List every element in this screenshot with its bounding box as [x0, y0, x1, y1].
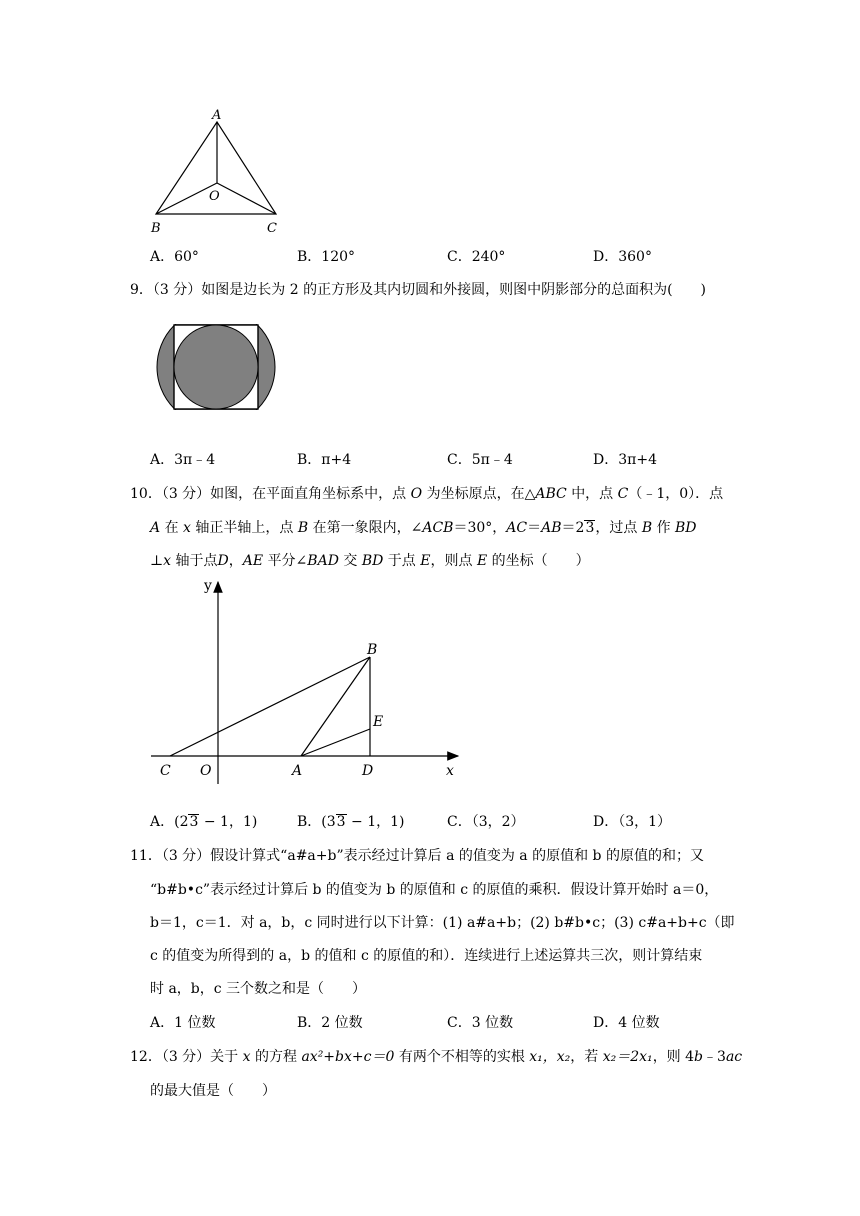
q10-label-c: C — [160, 763, 171, 779]
q9-stem — [130, 280, 706, 300]
q9-option-a[interactable]: A．3π﹣4 — [150, 452, 216, 468]
q9-option-c[interactable]: C．5π﹣4 — [447, 452, 513, 468]
q10-label-y: y — [204, 578, 212, 594]
q9-number: 9． — [130, 282, 153, 298]
q11-stem-line-1: 11．（3 分）假设计算式“a#a+b”表示经过计算后 a 的值变为 a 的原值和 b 的原值的和；又 — [130, 848, 704, 864]
q8-option-a[interactable]: A．60° — [150, 249, 199, 265]
q10-option-c[interactable]: C．（3，2） — [447, 814, 525, 830]
q12-stem-line-1: 12．（3 分）关于 x 的方程 ax²+bx+c＝0 有两个不相等的实根 x₁，x₂，若 x₂＝2x₁，则 4b﹣3ac — [130, 1049, 743, 1065]
q10-sqrt-3: 3 — [585, 520, 595, 536]
q8-label-c: C — [267, 221, 277, 236]
q10-stem-line-2: A 在 x 轴正半轴上，点 B 在第一象限内，∠ACB＝30°，AC＝AB＝23，过点 B 作 BD — [150, 520, 697, 536]
q8-label-o: O — [209, 189, 220, 204]
q8-option-d[interactable]: D．360° — [593, 249, 652, 265]
q9-circle-square-figure — [154, 324, 280, 410]
q8-label-a: A — [212, 108, 222, 123]
q10-label-a: A — [292, 763, 303, 779]
q11-option-a[interactable]: A．1 位数 — [150, 1015, 216, 1031]
q11-option-d[interactable]: D．4 位数 — [593, 1015, 660, 1031]
q9-option-b[interactable]: B．π+4 — [297, 452, 352, 468]
q10-label-o: O — [200, 763, 212, 779]
q9-stem-text: （3 分）如图是边长为 2 的正方形及其内切圆和外接圆，则图中阴影部分的总面积为( ) — [152, 282, 707, 298]
q8-label-b: B — [151, 221, 161, 236]
q11-option-b[interactable]: B．2 位数 — [297, 1015, 363, 1031]
q12-stem-line-2: 的最大值是（ ） — [150, 1083, 276, 1099]
q8-segment-co — [217, 183, 276, 214]
q10-label-e: E — [373, 714, 384, 730]
q11-stem-line-4: c 的值变为所得到的 a，b 的值和 c 的原值的和）．连续进行上述运算共三次，则计算结束 — [150, 948, 703, 964]
q11-option-c[interactable]: C．3 位数 — [447, 1015, 514, 1031]
q10-label-b: B — [367, 642, 378, 658]
q10-label-x: x — [446, 763, 454, 779]
q10-option-b[interactable]: B．(33 − 1，1) — [297, 814, 405, 830]
q10-label-d: D — [362, 763, 374, 779]
q11-stem-line-5: 时 a，b，c 三个数之和是（ ） — [150, 981, 367, 997]
q10-segment-ab — [301, 657, 370, 756]
q11-stem-line-3: b＝1，c＝1．对 a，b，c 同时进行以下计算：(1) a#a+b；(2) b#b•c；(3) c#a+b+c（即 — [150, 915, 735, 931]
q10-option-a[interactable]: A．(23 − 1，1) — [150, 814, 258, 830]
q10-option-d[interactable]: D．（3，1） — [593, 814, 672, 830]
q8-option-c[interactable]: C．240° — [447, 249, 506, 265]
q10-stem-line-1: 10．（3 分）如图，在平面直角坐标系中，点 O 为坐标原点，在△ABC 中，点 C（﹣1，0）．点 — [130, 486, 724, 502]
q10-stem-line-3: ⊥x 轴于点D，AE 平分∠BAD 交 BD 于点 E，则点 E 的坐标（ ） — [150, 553, 590, 569]
q8-option-b[interactable]: B．120° — [297, 249, 356, 265]
q11-stem-line-2: “b#b•c”表示经过计算后 b 的值变为 b 的原值和 c 的原值的乘积．假设计算开始时 a＝0， — [150, 882, 719, 898]
q8-triangle-figure — [148, 104, 288, 236]
q9-option-d[interactable]: D．3π+4 — [593, 452, 657, 468]
q8-segment-bo — [156, 183, 217, 214]
q10-coordinate-figure — [146, 574, 466, 784]
q10-segment-ae — [301, 729, 370, 756]
q9-inscribed-circle — [174, 325, 258, 409]
